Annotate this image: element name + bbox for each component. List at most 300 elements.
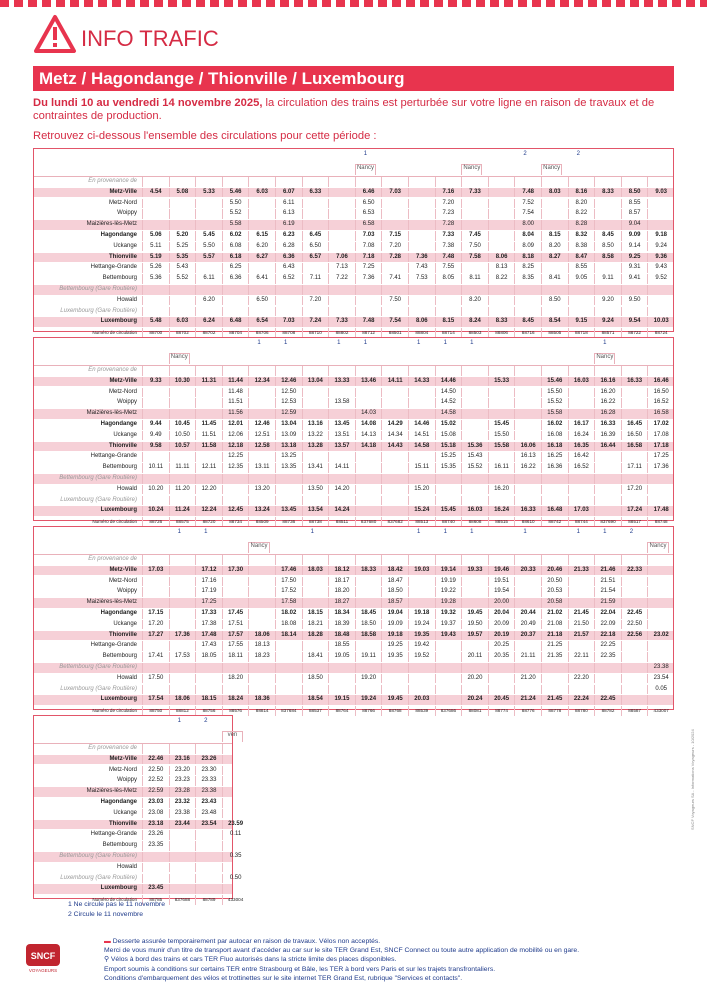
time-cell: 9.54 bbox=[621, 317, 648, 327]
time-cell bbox=[355, 452, 382, 462]
time-cell: 19.04 bbox=[381, 609, 408, 619]
row-uckange bbox=[34, 431, 673, 441]
time-cell bbox=[514, 296, 541, 306]
row-metz-nord bbox=[34, 766, 232, 776]
time-cell: 7.20 bbox=[381, 242, 408, 252]
time-cell: 18.02 bbox=[275, 609, 302, 619]
time-cell: 23.43 bbox=[195, 798, 222, 808]
time-cell bbox=[302, 555, 329, 565]
time-cell: 16.20 bbox=[594, 388, 621, 398]
time-cell: 21.46 bbox=[594, 566, 621, 576]
time-cell bbox=[275, 485, 302, 495]
time-cell: 7.03 bbox=[355, 231, 382, 241]
time-cell: 12.58 bbox=[248, 442, 275, 452]
time-cell: 20.20 bbox=[461, 674, 488, 684]
time-cell bbox=[488, 296, 515, 306]
time-cell: 8.45 bbox=[594, 231, 621, 241]
time-cell bbox=[302, 263, 329, 273]
station-label: Woippy bbox=[117, 210, 137, 217]
row-luxembourg bbox=[34, 695, 673, 705]
time-cell: 88501 bbox=[381, 328, 408, 338]
time-cell: 23.23 bbox=[169, 776, 196, 786]
time-cell: 17.57 bbox=[222, 631, 249, 641]
time-cell bbox=[488, 366, 515, 376]
time-cell: 19.52 bbox=[408, 652, 435, 662]
row-luxembourg bbox=[34, 506, 673, 516]
time-cell: 18.14 bbox=[275, 631, 302, 641]
time-cell: 88785 bbox=[142, 895, 169, 905]
time-cell bbox=[435, 695, 462, 705]
row-woippy bbox=[34, 398, 673, 408]
time-cell: 7.16 bbox=[435, 188, 462, 198]
time-cell: 21.33 bbox=[568, 566, 595, 576]
time-cell: 7.41 bbox=[381, 274, 408, 284]
time-cell: 19.05 bbox=[328, 652, 355, 662]
time-cell bbox=[408, 674, 435, 684]
time-cell: 23.44 bbox=[169, 820, 196, 830]
time-cell bbox=[222, 744, 249, 754]
time-cell: 7.36 bbox=[355, 274, 382, 284]
time-cell: 88575 bbox=[169, 517, 196, 527]
time-cell bbox=[488, 496, 515, 506]
time-cell: 17.41 bbox=[142, 652, 169, 662]
time-cell bbox=[647, 220, 674, 230]
time-cell: 88734 bbox=[222, 517, 249, 527]
time-cell: 15.50 bbox=[541, 388, 568, 398]
time-cell: 6.45 bbox=[302, 231, 329, 241]
timetable-3 bbox=[33, 526, 674, 714]
time-cell: 12.46 bbox=[275, 377, 302, 387]
time-cell: 88511 bbox=[328, 517, 355, 527]
time-cell bbox=[248, 620, 275, 630]
time-cell bbox=[435, 366, 462, 376]
time-cell: 8.09 bbox=[514, 242, 541, 252]
note-mark: 1 bbox=[363, 151, 368, 157]
time-cell bbox=[568, 598, 595, 608]
time-cell: 16.06 bbox=[514, 442, 541, 452]
time-cell: 9.43 bbox=[647, 263, 674, 273]
time-cell bbox=[621, 307, 648, 317]
time-cell: 16.46 bbox=[647, 377, 674, 387]
time-cell bbox=[142, 587, 169, 597]
time-cell: 15.36 bbox=[461, 442, 488, 452]
time-cell: 16.48 bbox=[541, 506, 568, 516]
station-label: Howald bbox=[116, 863, 137, 870]
time-cell bbox=[568, 474, 595, 484]
time-cell: 88539 bbox=[408, 706, 435, 716]
time-cell: 9.18 bbox=[647, 231, 674, 241]
time-cell bbox=[248, 398, 275, 408]
time-cell: 13.50 bbox=[302, 485, 329, 495]
time-cell: 23.26 bbox=[195, 755, 222, 765]
time-cell bbox=[647, 577, 674, 587]
time-cell: 8.22 bbox=[568, 209, 595, 219]
time-cell: 6.03 bbox=[169, 317, 196, 327]
legend-2: 2 Circule le 11 novembre bbox=[68, 910, 144, 918]
time-cell bbox=[169, 674, 196, 684]
time-cell bbox=[568, 388, 595, 398]
time-cell: 6.46 bbox=[355, 188, 382, 198]
time-cell bbox=[541, 177, 568, 187]
time-cell bbox=[568, 285, 595, 295]
time-cell bbox=[248, 199, 275, 209]
time-cell: 14.58 bbox=[435, 409, 462, 419]
time-cell: 88814 bbox=[248, 706, 275, 716]
time-cell bbox=[142, 177, 169, 187]
time-cell bbox=[381, 388, 408, 398]
time-cell: 88764 bbox=[328, 706, 355, 716]
time-cell: 5.46 bbox=[222, 188, 249, 198]
time-cell bbox=[328, 409, 355, 419]
time-cell bbox=[594, 220, 621, 230]
time-cell bbox=[461, 398, 488, 408]
time-cell: 5.26 bbox=[142, 263, 169, 273]
time-cell: 22.52 bbox=[142, 776, 169, 786]
time-cell: 19.22 bbox=[435, 587, 462, 597]
time-cell: 88702 bbox=[195, 328, 222, 338]
time-cell: 12.53 bbox=[275, 398, 302, 408]
time-cell: 88515 bbox=[488, 517, 515, 527]
station-label: Bettembourg (Gare Routière) bbox=[59, 475, 137, 481]
time-cell bbox=[142, 209, 169, 219]
time-cell: 88708 bbox=[275, 328, 302, 338]
time-cell bbox=[169, 566, 196, 576]
time-cell bbox=[461, 285, 488, 295]
time-cell bbox=[355, 398, 382, 408]
time-cell bbox=[408, 242, 435, 252]
time-cell bbox=[302, 177, 329, 187]
time-cell: 837684 bbox=[275, 706, 302, 716]
time-cell: 88766 bbox=[355, 706, 382, 716]
time-cell: 8.33 bbox=[594, 188, 621, 198]
time-cell bbox=[408, 366, 435, 376]
time-cell: 23.38 bbox=[647, 663, 674, 673]
time-cell bbox=[514, 307, 541, 317]
time-cell: 17.18 bbox=[647, 442, 674, 452]
time-cell bbox=[647, 285, 674, 295]
time-cell bbox=[621, 177, 648, 187]
time-cell bbox=[169, 744, 196, 754]
time-cell: 17.25 bbox=[647, 452, 674, 462]
time-cell: 17.33 bbox=[195, 609, 222, 619]
time-cell bbox=[169, 285, 196, 295]
time-cell: 88812 bbox=[169, 706, 196, 716]
time-cell: 6.36 bbox=[222, 274, 249, 284]
time-cell: 22.18 bbox=[594, 631, 621, 641]
time-cell: 433004 bbox=[222, 895, 249, 905]
time-cell bbox=[355, 555, 382, 565]
station-label: Luxembourg bbox=[100, 885, 137, 892]
time-cell bbox=[461, 199, 488, 209]
time-cell bbox=[355, 177, 382, 187]
time-cell: 8.50 bbox=[594, 242, 621, 252]
time-cell bbox=[408, 577, 435, 587]
time-cell: 88726 bbox=[142, 517, 169, 527]
time-cell: 18.20 bbox=[328, 587, 355, 597]
station-label: Uckange bbox=[113, 431, 137, 438]
time-cell: 9.25 bbox=[621, 253, 648, 263]
time-cell bbox=[169, 587, 196, 597]
time-cell: 0.11 bbox=[222, 830, 249, 840]
time-cell: 88738 bbox=[302, 517, 329, 527]
time-cell: 15.02 bbox=[435, 420, 462, 430]
time-cell bbox=[169, 685, 196, 695]
time-cell: 88776 bbox=[514, 706, 541, 716]
bike-icon: ⚲ bbox=[104, 956, 111, 964]
time-cell: 16.42 bbox=[568, 452, 595, 462]
time-cell: 837680 bbox=[355, 517, 382, 527]
time-cell bbox=[275, 641, 302, 651]
time-cell: 19.35 bbox=[381, 652, 408, 662]
row-en-provenance-de bbox=[34, 366, 673, 376]
row-howald bbox=[34, 296, 673, 306]
header bbox=[33, 14, 219, 54]
time-cell: 7.43 bbox=[408, 263, 435, 273]
time-cell bbox=[488, 452, 515, 462]
time-cell: 8.50 bbox=[541, 296, 568, 306]
time-cell bbox=[195, 474, 222, 484]
time-cell bbox=[594, 485, 621, 495]
time-cell bbox=[647, 307, 674, 317]
station-label: En provenance de bbox=[88, 745, 137, 751]
time-cell: 88722 bbox=[621, 328, 648, 338]
time-cell: 7.48 bbox=[355, 317, 382, 327]
time-cell bbox=[302, 685, 329, 695]
time-cell bbox=[248, 409, 275, 419]
time-cell: 17.48 bbox=[647, 506, 674, 516]
time-cell: 23.28 bbox=[169, 787, 196, 797]
row-hettange-grande bbox=[34, 452, 673, 462]
time-cell: 17.45 bbox=[222, 609, 249, 619]
time-cell: 12.50 bbox=[275, 388, 302, 398]
time-cell bbox=[514, 177, 541, 187]
time-cell bbox=[381, 463, 408, 473]
time-cell bbox=[488, 663, 515, 673]
time-cell bbox=[302, 577, 329, 587]
time-cell: 23.32 bbox=[169, 798, 196, 808]
station-label: Metz-Nord bbox=[108, 388, 137, 395]
row-thionville bbox=[34, 631, 673, 641]
time-cell bbox=[435, 177, 462, 187]
time-cell: 19.18 bbox=[408, 609, 435, 619]
time-cell: 10.30 bbox=[169, 377, 196, 387]
time-cell bbox=[594, 474, 621, 484]
station-label: Uckange bbox=[113, 809, 137, 816]
page-title: INFO TRAFIC bbox=[81, 26, 219, 51]
time-cell: 7.06 bbox=[328, 253, 355, 263]
time-cell bbox=[302, 496, 329, 506]
time-cell bbox=[647, 609, 674, 619]
time-cell bbox=[514, 366, 541, 376]
time-cell bbox=[302, 474, 329, 484]
time-cell: 23.03 bbox=[142, 798, 169, 808]
time-cell bbox=[195, 874, 222, 884]
time-cell bbox=[514, 598, 541, 608]
time-cell bbox=[169, 852, 196, 862]
time-cell: 12.01 bbox=[222, 420, 249, 430]
time-cell: 19.03 bbox=[408, 566, 435, 576]
time-cell: 88736 bbox=[275, 517, 302, 527]
time-cell bbox=[541, 485, 568, 495]
time-cell bbox=[647, 496, 674, 506]
time-cell bbox=[621, 285, 648, 295]
station-label: Woippy bbox=[117, 588, 137, 595]
time-cell: 837690 bbox=[594, 517, 621, 527]
time-cell: 18.03 bbox=[302, 566, 329, 576]
time-cell bbox=[328, 220, 355, 230]
time-cell: 7.53 bbox=[408, 274, 435, 284]
time-cell: 11.20 bbox=[169, 485, 196, 495]
origin-mark: Nancy bbox=[461, 164, 482, 175]
time-cell: 8.28 bbox=[568, 220, 595, 230]
time-cell: 20.44 bbox=[514, 609, 541, 619]
time-cell: 5.50 bbox=[222, 199, 249, 209]
station-label: Bettembourg (Gare Routière) bbox=[59, 286, 137, 292]
time-cell bbox=[195, 199, 222, 209]
time-cell bbox=[222, 663, 249, 673]
time-cell: 10.03 bbox=[647, 317, 674, 327]
time-cell: 13.22 bbox=[302, 431, 329, 441]
time-cell: 14.11 bbox=[328, 463, 355, 473]
route-banner: Metz / Hagondange / Thionville / Luxembourg bbox=[33, 66, 674, 91]
time-cell bbox=[381, 199, 408, 209]
time-cell bbox=[381, 685, 408, 695]
time-cell: 19.24 bbox=[355, 695, 382, 705]
time-cell: 16.22 bbox=[514, 463, 541, 473]
time-cell bbox=[408, 285, 435, 295]
time-cell bbox=[514, 377, 541, 387]
time-cell bbox=[302, 587, 329, 597]
time-cell bbox=[568, 307, 595, 317]
time-cell: 18.33 bbox=[355, 566, 382, 576]
time-cell bbox=[381, 452, 408, 462]
time-cell: 7.23 bbox=[435, 209, 462, 219]
time-cell bbox=[169, 577, 196, 587]
time-cell: 16.24 bbox=[488, 506, 515, 516]
time-cell bbox=[647, 598, 674, 608]
time-cell: 7.03 bbox=[381, 188, 408, 198]
time-cell: 88503 bbox=[461, 328, 488, 338]
time-cell bbox=[169, 609, 196, 619]
time-cell bbox=[222, 787, 249, 797]
time-cell: 88702 bbox=[169, 328, 196, 338]
time-cell: 9.14 bbox=[621, 242, 648, 252]
time-cell: 7.48 bbox=[514, 188, 541, 198]
time-cell: 19.09 bbox=[381, 620, 408, 630]
time-cell bbox=[594, 307, 621, 317]
time-cell: 18.15 bbox=[302, 609, 329, 619]
legend bbox=[68, 900, 165, 919]
row-bettembourg-gare-routi-re- bbox=[34, 852, 242, 862]
time-cell: 5.35 bbox=[169, 253, 196, 263]
time-cell bbox=[169, 220, 196, 230]
time-cell bbox=[248, 220, 275, 230]
time-cell: 8.20 bbox=[568, 199, 595, 209]
time-cell bbox=[222, 841, 249, 851]
time-cell: 18.21 bbox=[302, 620, 329, 630]
note-mark: 1 bbox=[443, 529, 447, 535]
row-hettange-grande bbox=[34, 641, 673, 651]
time-cell: 7.18 bbox=[355, 253, 382, 263]
time-cell: 88610 bbox=[514, 517, 541, 527]
time-cell bbox=[355, 296, 382, 306]
time-cell: 19.54 bbox=[488, 587, 515, 597]
row-hagondange bbox=[34, 231, 673, 241]
time-cell: 16.02 bbox=[541, 420, 568, 430]
time-cell bbox=[142, 474, 169, 484]
time-cell: 23.54 bbox=[647, 674, 674, 684]
time-cell: 19.50 bbox=[461, 620, 488, 630]
row-metz-nord bbox=[34, 199, 673, 209]
time-cell: 10.11 bbox=[142, 463, 169, 473]
time-cell bbox=[195, 263, 222, 273]
time-cell bbox=[142, 663, 169, 673]
time-cell bbox=[594, 199, 621, 209]
time-cell bbox=[594, 506, 621, 516]
time-cell: 15.25 bbox=[435, 452, 462, 462]
time-cell: 88537 bbox=[302, 706, 329, 716]
time-cell: 14.34 bbox=[381, 431, 408, 441]
time-cell bbox=[222, 755, 249, 765]
time-cell: 15.20 bbox=[408, 485, 435, 495]
time-cell: 18.50 bbox=[355, 620, 382, 630]
time-cell bbox=[594, 452, 621, 462]
time-cell bbox=[541, 285, 568, 295]
time-cell: 8.16 bbox=[568, 188, 595, 198]
note-mark: 1 bbox=[416, 340, 421, 346]
time-cell: 17.24 bbox=[621, 506, 648, 516]
row-howald bbox=[34, 485, 673, 495]
time-cell: 11.44 bbox=[222, 377, 249, 387]
time-cell bbox=[541, 220, 568, 230]
time-cell bbox=[541, 209, 568, 219]
time-cell bbox=[408, 663, 435, 673]
time-cell bbox=[328, 674, 355, 684]
time-cell bbox=[275, 177, 302, 187]
time-cell bbox=[355, 685, 382, 695]
time-cell bbox=[248, 474, 275, 484]
time-cell bbox=[408, 296, 435, 306]
time-cell: 21.20 bbox=[514, 674, 541, 684]
time-cell: 88706 bbox=[248, 328, 275, 338]
station-label: En provenance de bbox=[88, 178, 137, 184]
time-cell: 9.49 bbox=[142, 431, 169, 441]
time-cell bbox=[488, 555, 515, 565]
time-cell bbox=[142, 296, 169, 306]
time-cell bbox=[169, 409, 196, 419]
row-bettembourg bbox=[34, 841, 232, 851]
row-hagondange bbox=[34, 420, 673, 430]
time-cell: 18.05 bbox=[195, 652, 222, 662]
time-cell bbox=[248, 209, 275, 219]
time-cell: 8.20 bbox=[461, 296, 488, 306]
time-cell: 17.16 bbox=[195, 577, 222, 587]
time-cell: 7.03 bbox=[275, 317, 302, 327]
time-cell: 0.35 bbox=[222, 852, 249, 862]
row-thionville bbox=[34, 253, 673, 263]
time-cell bbox=[302, 641, 329, 651]
time-cell bbox=[647, 652, 674, 662]
time-cell: 18.58 bbox=[355, 631, 382, 641]
time-cell bbox=[169, 863, 196, 873]
station-label: Hagondange bbox=[100, 421, 137, 427]
time-cell bbox=[142, 285, 169, 295]
station-label: Bettembourg bbox=[102, 842, 137, 849]
note-bike: ⚲ Vélos à bord des trains et cars TER Fluo autorisés dans la stricte limite des places disponibles. bbox=[104, 956, 397, 964]
time-cell: 21.18 bbox=[541, 631, 568, 641]
time-cell: 19.32 bbox=[435, 609, 462, 619]
time-cell: 23.54 bbox=[195, 820, 222, 830]
